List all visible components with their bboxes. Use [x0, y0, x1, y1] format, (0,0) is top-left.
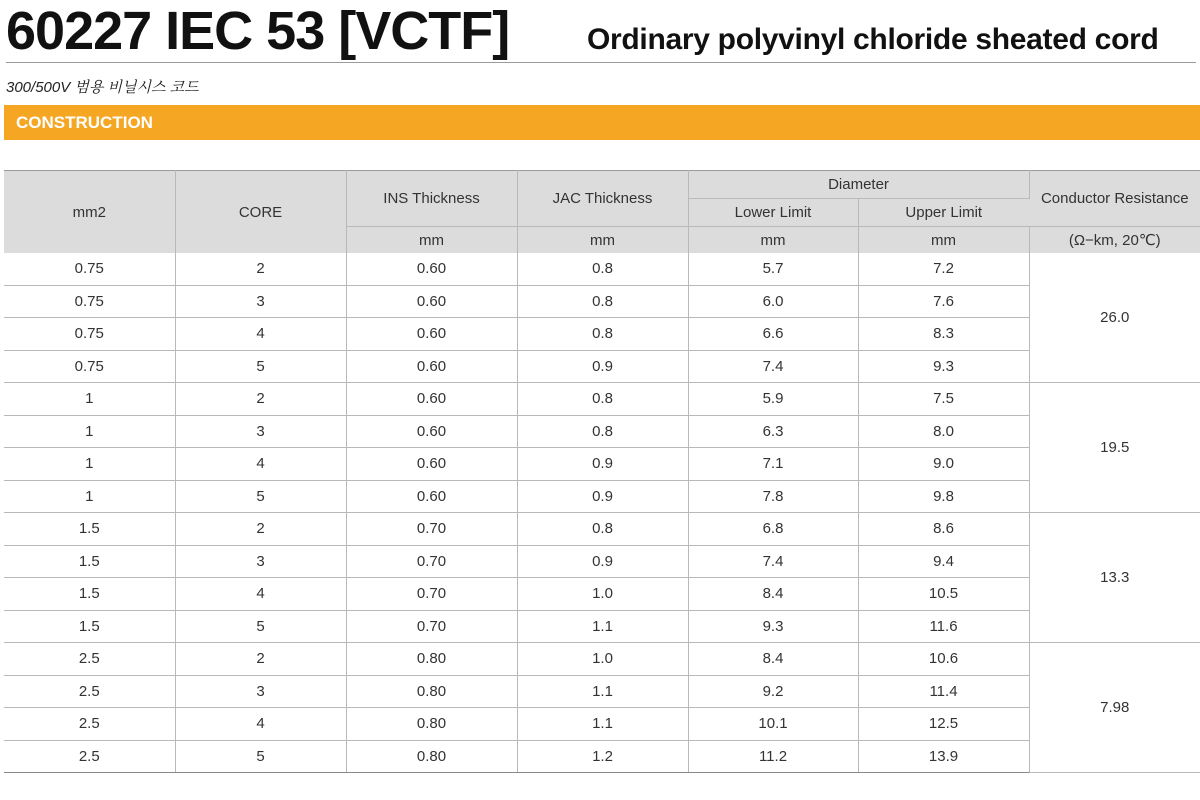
cell-lower: 6.3 [688, 415, 858, 448]
cell-ins: 0.60 [346, 448, 517, 481]
cell-core: 5 [175, 610, 346, 643]
cell-ins: 0.70 [346, 513, 517, 546]
cell-jac: 0.8 [517, 318, 688, 351]
cell-core: 2 [175, 643, 346, 676]
cell-core: 3 [175, 415, 346, 448]
unit-ins: mm [346, 227, 517, 254]
cell-core: 2 [175, 513, 346, 546]
cell-upper: 12.5 [858, 708, 1029, 741]
product-tagline: 300/500V 범용 비닐시스 코드 [6, 79, 199, 96]
cell-mm2: 2.5 [4, 675, 175, 708]
cell-mm2: 0.75 [4, 318, 175, 351]
cell-upper: 9.0 [858, 448, 1029, 481]
header-lower-limit: Lower Limit [688, 199, 858, 227]
cell-mm2: 0.75 [4, 253, 175, 285]
cell-core: 3 [175, 675, 346, 708]
cell-lower: 5.7 [688, 253, 858, 285]
cell-core: 4 [175, 578, 346, 611]
cell-mm2: 1.5 [4, 578, 175, 611]
cell-jac: 0.9 [517, 448, 688, 481]
table-row [4, 285, 1200, 318]
header-upper-limit: Upper Limit [858, 199, 1029, 227]
cell-upper: 10.5 [858, 578, 1029, 611]
cell-mm2: 1.5 [4, 545, 175, 578]
cell-ins: 0.60 [346, 318, 517, 351]
cell-jac: 0.8 [517, 415, 688, 448]
header-conductor-resistance: Conductor Resistance [1029, 171, 1200, 227]
cell-lower: 8.4 [688, 643, 858, 676]
cell-jac: 1.0 [517, 643, 688, 676]
cell-core: 5 [175, 740, 346, 773]
cell-core: 4 [175, 448, 346, 481]
cell-ins: 0.70 [346, 545, 517, 578]
table-row [4, 415, 1200, 448]
cell-mm2: 2.5 [4, 740, 175, 773]
table-row [4, 253, 1200, 285]
table-row [4, 448, 1200, 481]
cell-jac: 1.0 [517, 578, 688, 611]
cell-mm2: 1 [4, 448, 175, 481]
cell-lower: 7.4 [688, 350, 858, 383]
cell-core: 2 [175, 253, 346, 285]
cell-jac: 1.1 [517, 708, 688, 741]
table-row [4, 350, 1200, 383]
cell-upper: 8.0 [858, 415, 1029, 448]
cell-upper: 7.6 [858, 285, 1029, 318]
cell-lower: 7.4 [688, 545, 858, 578]
cell-jac: 0.8 [517, 513, 688, 546]
cell-ins: 0.60 [346, 285, 517, 318]
cell-lower: 11.2 [688, 740, 858, 773]
title-row [6, 0, 1196, 63]
cell-ins: 0.70 [346, 610, 517, 643]
cell-jac: 0.8 [517, 285, 688, 318]
cell-lower: 6.8 [688, 513, 858, 546]
header-ins-thickness: INS Thickness [346, 171, 517, 227]
cell-lower: 9.2 [688, 675, 858, 708]
cell-mm2: 2.5 [4, 708, 175, 741]
cell-ins: 0.80 [346, 643, 517, 676]
cell-upper: 7.5 [858, 383, 1029, 416]
cell-ins: 0.80 [346, 708, 517, 741]
table-row [4, 383, 1200, 416]
cell-resistance: 7.98 [1029, 643, 1200, 773]
product-name-title: Ordinary polyvinyl chloride sheated cord [587, 23, 1159, 56]
cell-core: 4 [175, 708, 346, 741]
cell-lower: 9.3 [688, 610, 858, 643]
cell-mm2: 1.5 [4, 513, 175, 546]
cell-ins: 0.60 [346, 350, 517, 383]
cell-mm2: 0.75 [4, 350, 175, 383]
cell-mm2: 0.75 [4, 285, 175, 318]
cell-upper: 7.2 [858, 253, 1029, 285]
section-label: CONSTRUCTION [16, 113, 153, 132]
table-row [4, 578, 1200, 611]
cell-resistance: 13.3 [1029, 513, 1200, 643]
cell-mm2: 1.5 [4, 610, 175, 643]
unit-jac: mm [517, 227, 688, 254]
cell-ins: 0.80 [346, 740, 517, 773]
cell-core: 5 [175, 350, 346, 383]
cell-ins: 0.70 [346, 578, 517, 611]
cell-jac: 1.1 [517, 675, 688, 708]
cell-ins: 0.60 [346, 383, 517, 416]
header-diameter: Diameter [688, 171, 1029, 199]
cell-lower: 7.1 [688, 448, 858, 481]
cell-resistance: 26.0 [1029, 253, 1200, 383]
cell-core: 4 [175, 318, 346, 351]
cell-upper: 9.8 [858, 480, 1029, 513]
table-row [4, 740, 1200, 773]
table-row [4, 708, 1200, 741]
table-row [4, 318, 1200, 351]
cell-core: 5 [175, 480, 346, 513]
cell-upper: 8.6 [858, 513, 1029, 546]
table-header [4, 171, 1200, 254]
cell-upper: 9.4 [858, 545, 1029, 578]
cell-upper: 13.9 [858, 740, 1029, 773]
cell-jac: 1.1 [517, 610, 688, 643]
cell-mm2: 1 [4, 480, 175, 513]
cell-lower: 8.4 [688, 578, 858, 611]
cell-core: 3 [175, 285, 346, 318]
cell-upper: 8.3 [858, 318, 1029, 351]
cell-upper: 10.6 [858, 643, 1029, 676]
cell-lower: 5.9 [688, 383, 858, 416]
cell-jac: 1.2 [517, 740, 688, 773]
cell-upper: 9.3 [858, 350, 1029, 383]
table-row [4, 513, 1200, 546]
table-row [4, 610, 1200, 643]
cell-mm2: 1 [4, 415, 175, 448]
cell-core: 2 [175, 383, 346, 416]
cell-jac: 0.8 [517, 253, 688, 285]
cell-mm2: 2.5 [4, 643, 175, 676]
cell-mm2: 1 [4, 383, 175, 416]
unit-resistance: (Ω−km, 20℃) [1029, 227, 1200, 254]
cell-ins: 0.80 [346, 675, 517, 708]
cell-ins: 0.60 [346, 253, 517, 285]
cell-jac: 0.8 [517, 383, 688, 416]
header-jac-thickness: JAC Thickness [517, 171, 688, 227]
cell-lower: 7.8 [688, 480, 858, 513]
cell-ins: 0.60 [346, 480, 517, 513]
unit-upper: mm [858, 227, 1029, 254]
cell-jac: 0.9 [517, 545, 688, 578]
table-row [4, 643, 1200, 676]
cell-lower: 6.6 [688, 318, 858, 351]
cell-core: 3 [175, 545, 346, 578]
cell-upper: 11.4 [858, 675, 1029, 708]
construction-table [4, 170, 1200, 773]
table-row [4, 675, 1200, 708]
cell-ins: 0.60 [346, 415, 517, 448]
table-row [4, 480, 1200, 513]
cell-lower: 10.1 [688, 708, 858, 741]
unit-lower: mm [688, 227, 858, 254]
cell-upper: 11.6 [858, 610, 1029, 643]
cell-jac: 0.9 [517, 480, 688, 513]
header-mm2: mm2 [4, 171, 175, 254]
cell-lower: 6.0 [688, 285, 858, 318]
table-body [4, 253, 1200, 773]
cell-jac: 0.9 [517, 350, 688, 383]
section-bar [4, 105, 1200, 140]
table-row [4, 545, 1200, 578]
cell-resistance: 19.5 [1029, 383, 1200, 513]
product-code-title: 60227 IEC 53 [VCTF] [6, 1, 510, 61]
header-core: CORE [175, 171, 346, 254]
